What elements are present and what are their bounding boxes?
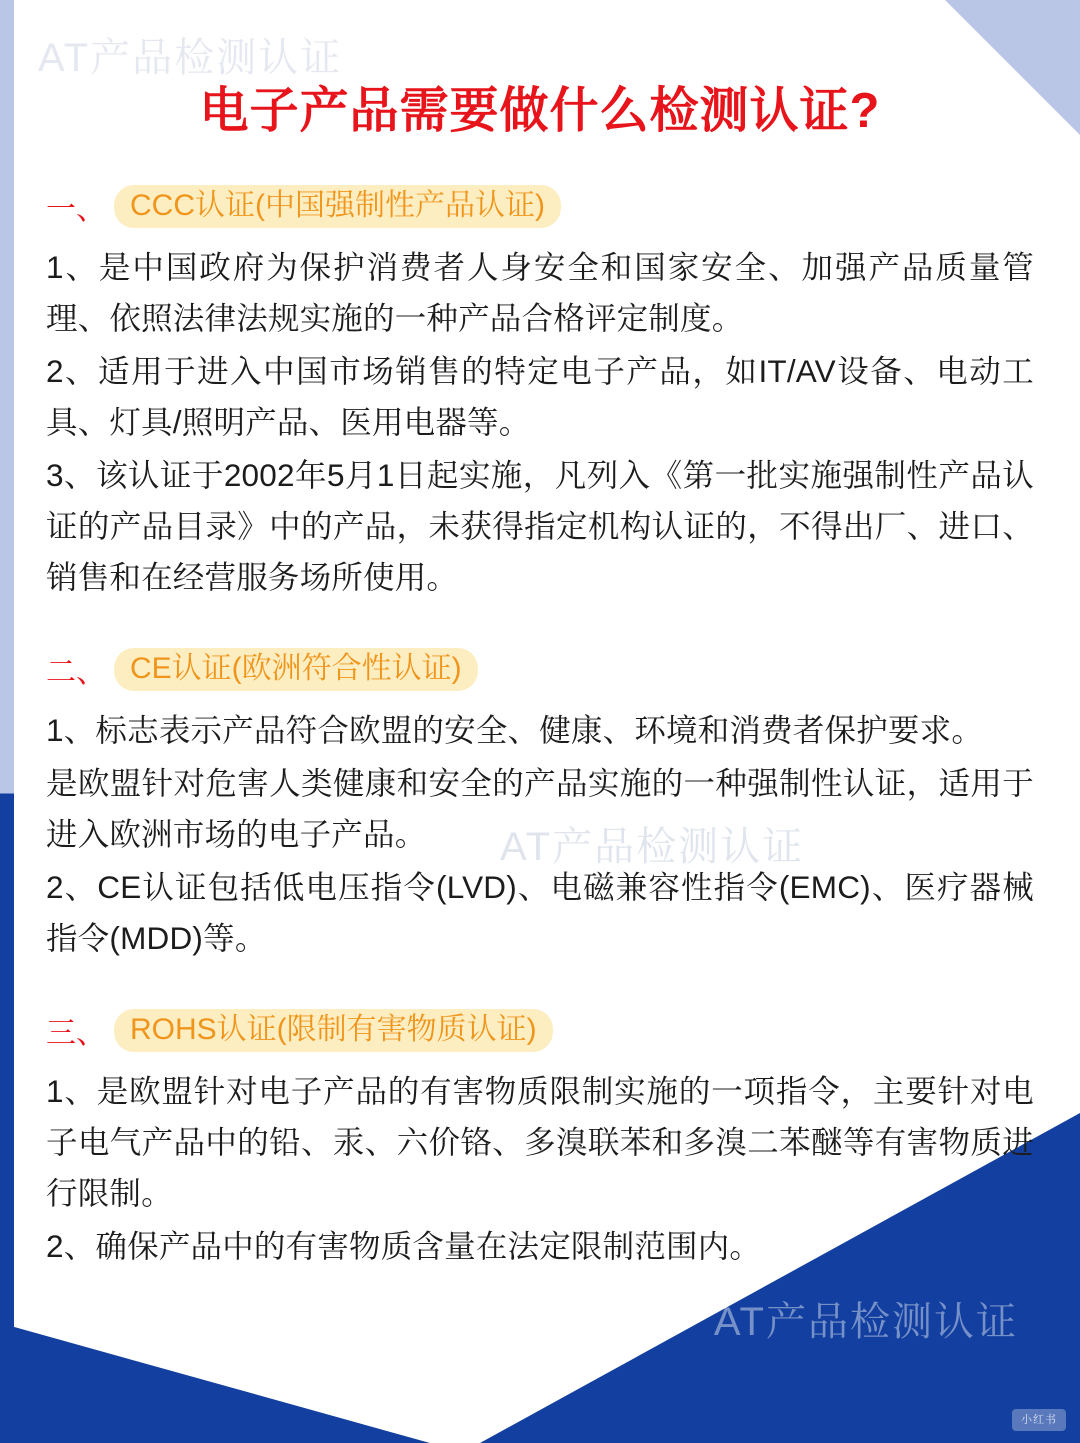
watermark-top: AT产品检测认证 bbox=[38, 36, 343, 80]
section-number: 二、 bbox=[46, 656, 106, 690]
watermark-middle: AT产品检测认证 bbox=[500, 825, 805, 869]
article-body bbox=[0, 184, 1080, 1272]
section-number: 一、 bbox=[46, 193, 106, 226]
section-ce bbox=[46, 647, 1034, 964]
paragraph: 2、确保产品中的有害物质含量在法定限制范围内。 bbox=[46, 1228, 762, 1265]
page-title: 电子产品需要做什么检测认证? bbox=[199, 84, 881, 138]
section-number: 三、 bbox=[46, 1017, 106, 1051]
paragraph: 2、适用于进入中国市场销售的特定电子产品，如IT/AV设备、电动工具、灯具/照明产品、医用电器等。 bbox=[46, 353, 1034, 441]
section-heading bbox=[46, 184, 1034, 228]
section-ccc bbox=[46, 184, 1034, 603]
paragraph: 1、标志表示产品符合欧盟的安全、健康、环境和消费者保护要求。 bbox=[46, 712, 984, 749]
app-watermark-badge: 小红书 bbox=[1012, 1409, 1066, 1431]
paragraph: 1、是中国政府为保护消费者人身安全和国家安全、加强产品质量管理、依照法律法规实施的一种产品合格评定制度。 bbox=[46, 249, 1034, 337]
paragraph: 3、该认证于2002年5月1日起实施，凡列入《第一批实施强制性产品认证的产品目录》中的产品，未获得指定机构认证的，不得出厂、进口、销售和在经营服务场所使用。 bbox=[46, 457, 1034, 596]
section-title-badge: CCC认证(中国强制性产品认证) bbox=[114, 185, 561, 228]
section-title-badge: ROHS认证(限制有害物质认证) bbox=[114, 1009, 553, 1052]
section-rohs bbox=[46, 1008, 1034, 1272]
bottom-left-triangle-decoration bbox=[0, 1323, 430, 1443]
watermark-bottom: AT产品检测认证 bbox=[713, 1300, 1018, 1344]
paragraph: 2、CE认证包括低电压指令(LVD)、电磁兼容性指令(EMC)、医疗器械指令(MDD)等。 bbox=[46, 869, 1034, 957]
section-title-badge: CE认证(欧洲符合性认证) bbox=[114, 648, 478, 691]
section-heading bbox=[46, 1008, 1034, 1052]
paragraph: 1、是欧盟针对电子产品的有害物质限制实施的一项指令，主要针对电子电气产品中的铅、汞、六价铬、多溴联苯和多溴二苯醚等有害物质进行限制。 bbox=[46, 1073, 1034, 1212]
section-heading bbox=[46, 647, 1034, 691]
paragraph: 是欧盟针对危害人类健康和安全的产品实施的一种强制性认证，适用于进入欧洲市场的电子产品。 bbox=[46, 765, 1034, 853]
